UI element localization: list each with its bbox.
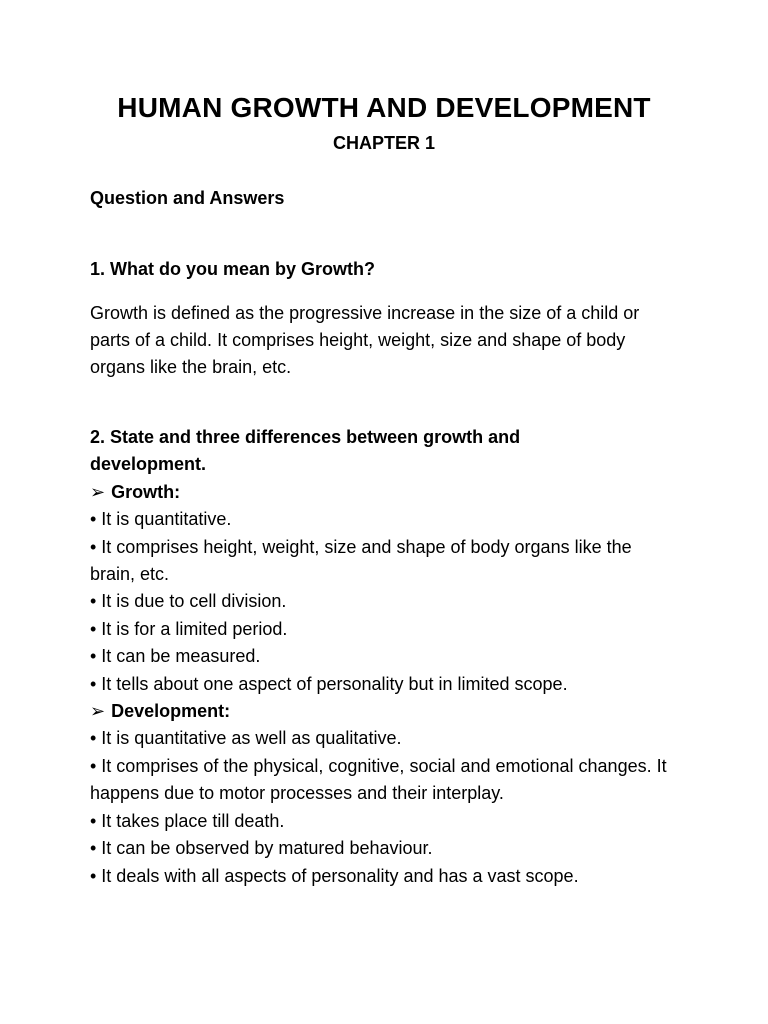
question-2-block — [90, 424, 680, 890]
growth-label: Growth: — [111, 481, 181, 502]
list-item: • It comprises of the physical, cognitive, social and emotional changes. It happens due to motor processes and their interplay. — [90, 755, 667, 804]
development-label: Development: — [111, 701, 231, 722]
chapter-label: CHAPTER 1 — [332, 133, 435, 153]
list-item: • It deals with all aspects of personality and has a vast scope. — [90, 865, 579, 886]
question-2-title: 2. State and three differences between growth and development. — [90, 427, 521, 475]
question-1-answer: Growth is defined as the progressive increase in the size of a child or parts of a child. It comprises height, weight, size and shape of body organs like the brain, etc. — [90, 303, 640, 377]
arrow-bullet-icon: ➢ — [90, 481, 106, 502]
list-item: • It is quantitative. — [90, 509, 232, 530]
document-title: HUMAN GROWTH AND DEVELOPMENT — [117, 92, 651, 123]
growth-list — [90, 506, 680, 698]
section-heading: Question and Answers — [90, 188, 285, 208]
growth-heading — [90, 479, 680, 506]
list-item: • It can be measured. — [90, 646, 261, 667]
list-item: • It comprises height, weight, size and shape of body organs like the brain, etc. — [90, 536, 632, 585]
list-item: • It can be observed by matured behaviour. — [90, 838, 433, 859]
development-heading — [90, 698, 680, 725]
arrow-bullet-icon: ➢ — [90, 701, 106, 722]
question-1-title: 1. What do you mean by Growth? — [90, 259, 376, 279]
list-item: • It is for a limited period. — [90, 618, 288, 639]
list-item: • It is quantitative as well as qualitative. — [90, 728, 402, 749]
development-list — [90, 725, 680, 889]
list-item: • It is due to cell division. — [90, 591, 287, 612]
list-item: • It tells about one aspect of personality but in limited scope. — [90, 673, 568, 694]
list-item: • It takes place till death. — [90, 810, 285, 831]
